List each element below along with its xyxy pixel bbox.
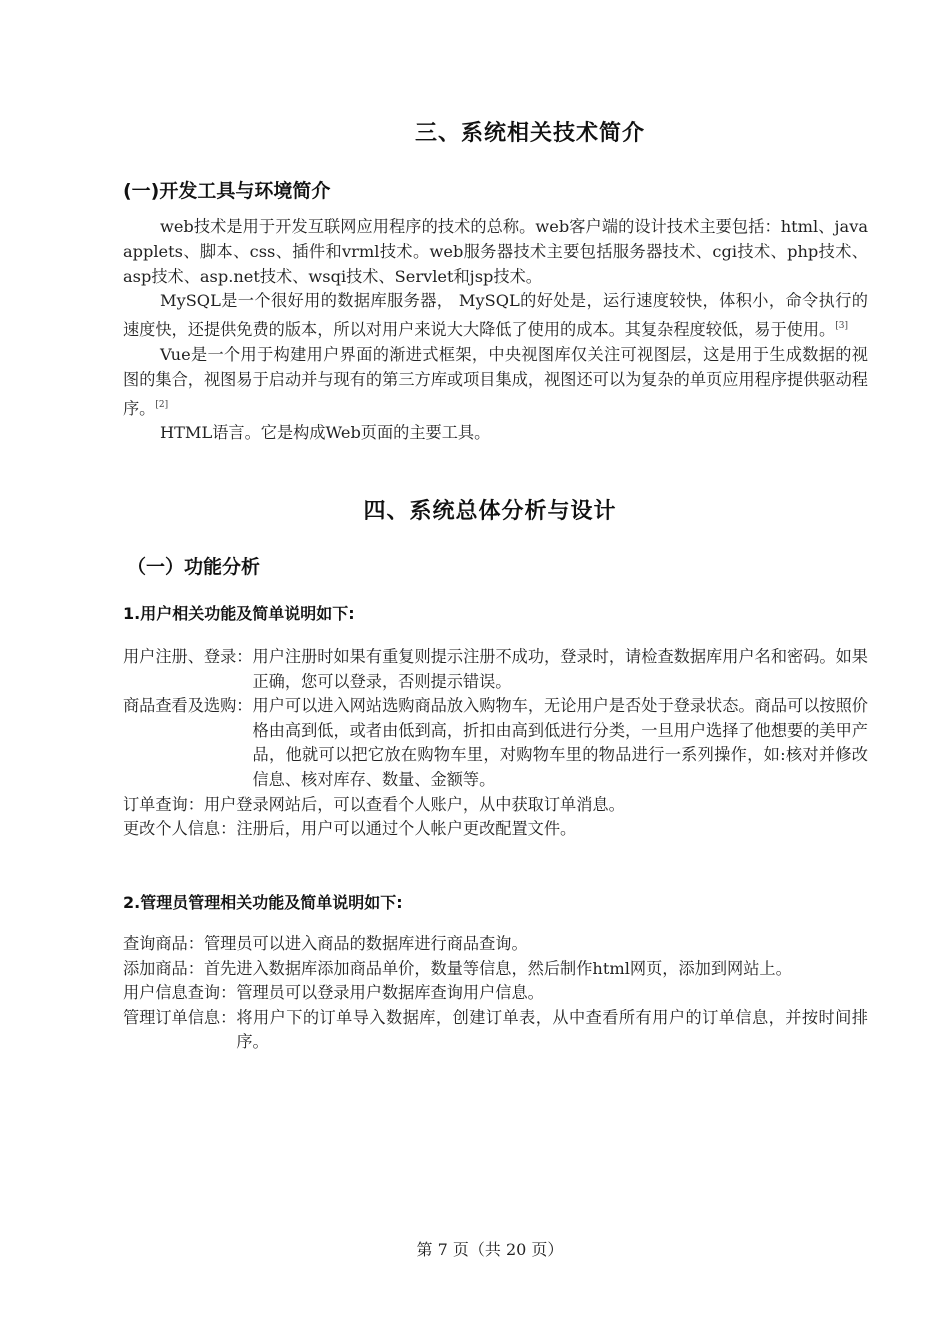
section-3-title: 三、系统相关技术简介 (414, 121, 645, 146)
paragraph-mysql: MySQL是一个很好用的数据库服务器， MySQL的好处是，运行速度较快，体积小，命令执行的速度快，还提供免费的版本，所以对用户来说大大降低了使用的成本。其复杂程度较低，易于使用。[3] (123, 291, 868, 340)
list-item: 管理订单信息： 将用户下的订单导入数据库，创建订单表，从中查看所有用户的订单信息，并按时间排序。 (123, 1007, 868, 1052)
paragraph-web-tech: web技术是用于开发互联网应用程序的技术的总称。web客户端的设计技术主要包括：html、java applets、脚本、css、插件和vrml技术。web服务器技术主要包括服务器技术、cgi技术、php技术、asp技术、asp.net技术、wsqi技术、Servlet和jsp技术。 (123, 217, 868, 286)
section-4-subtitle-function: （一）功能分析 (127, 556, 261, 578)
citation-ref: [3] (835, 321, 848, 332)
section-3-subtitle-tools: (一)开发工具与环境简介 (123, 180, 331, 202)
list-item: 用户注册、登录： 用户注册时如果有重复则提示注册不成功，登录时，请检查数据库用户名和密码。如果正确，您可以登录，否则提示错误。 (123, 647, 868, 691)
list-item: 商品查看及选购： 用户可以进入网站选购商品放入购物车，无论用户是否处于登录状态。商品可以按照价格由高到低，或者由低到高，折扣由高到低进行分类，一旦用户选择了他想要的美甲产品，他就可以把它放在购物车里，对购物车里的物品进行一系列操作，如:核对并修改信息、核对库存、数量、金额等。 (123, 696, 868, 789)
list-item: 更改个人信息： 注册后，用户可以通过个人帐户更改配置文件。 (123, 819, 577, 839)
list-item: 查询商品： 管理员可以进入商品的数据库进行商品查询。 (123, 934, 528, 953)
citation-ref: [2] (155, 399, 169, 410)
user-functions-list (123, 645, 868, 842)
admin-functions-list (123, 932, 868, 1055)
section-3-body (123, 215, 868, 446)
list-item: 用户信息查询： 管理员可以登录用户数据库查询用户信息。 (123, 983, 544, 1003)
user-functions-heading: 1.用户相关功能及简单说明如下: (123, 604, 355, 623)
paragraph-html: HTML语言。它是构成Web页面的主要工具。 (160, 423, 491, 443)
page-number-footer: 第 7 页（共 20 页） (416, 1240, 564, 1259)
list-item: 添加商品： 首先进入数据库添加商品单价，数量等信息，然后制作html网页，添加到网站上。 (123, 958, 792, 978)
section-4-title: 四、系统总体分析与设计 (363, 499, 617, 524)
list-item: 订单查询： 用户登录网站后，可以查看个人账户，从中获取订单消息。 (123, 794, 625, 814)
paragraph-vue: Vue是一个用于构建用户界面的渐进式框架，中央视图库仅关注可视图层，这是用于生成数据的视图的集合，视图易于启动并与现有的第三方库或项目集成，视图还可以为复杂的单页应用程序提供驱动程序。[2] (123, 344, 868, 418)
admin-functions-heading: 2.管理员管理相关功能及简单说明如下: (123, 893, 403, 912)
